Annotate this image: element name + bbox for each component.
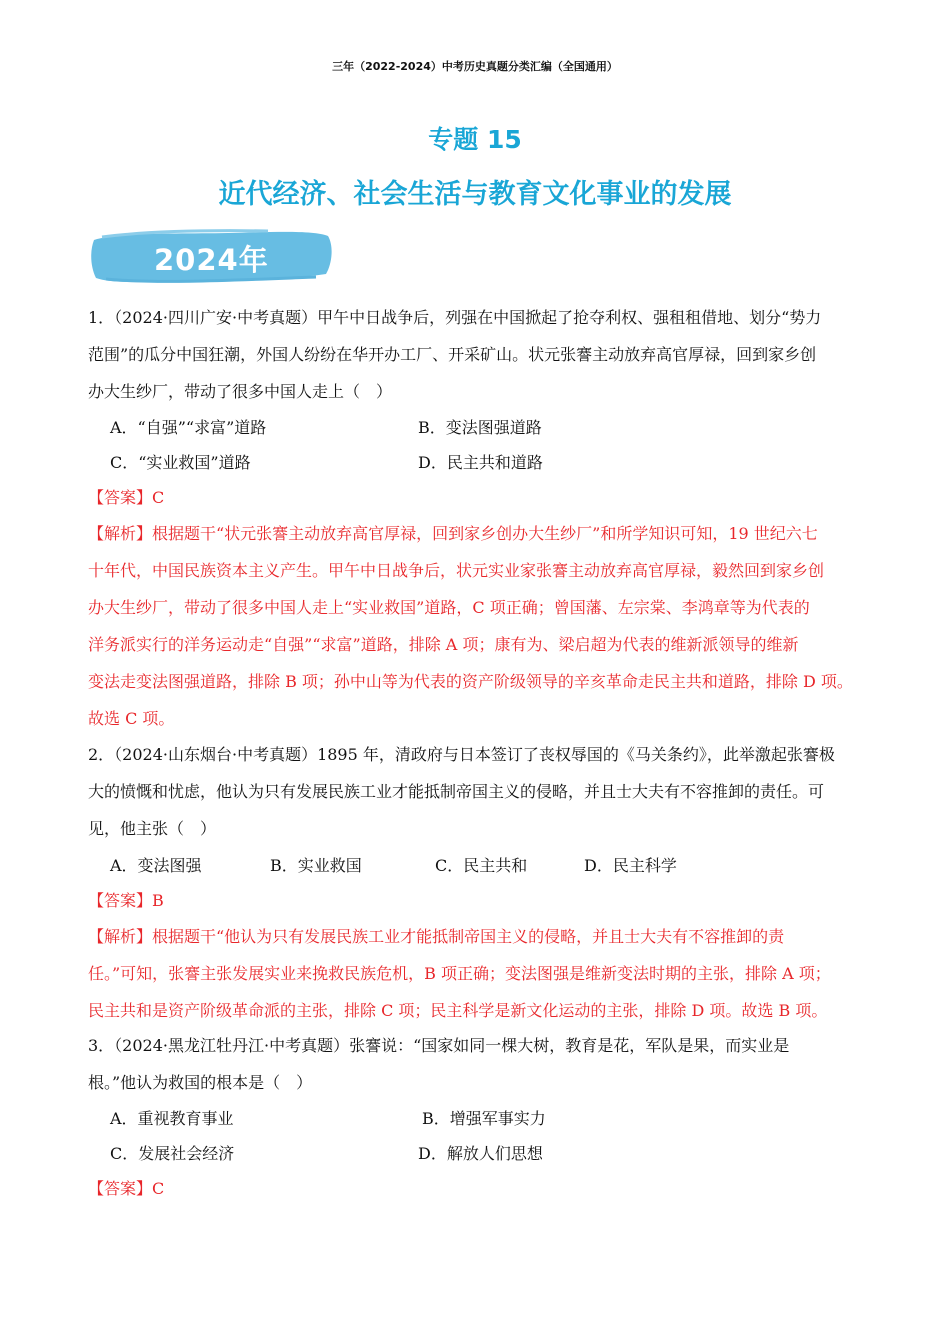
q1-stem-line-2: 范围”的瓜分中国狂潮，外国人纷纷在华开办工厂、开采矿山。状元张謇主动放弃高官厚禄，回到家乡创 [88,345,817,364]
q2-option-c: C．民主共和 [435,856,528,875]
q1-option-b: B．变法图强道路 [418,418,542,437]
q1-stem-line-1: 1．（2024·四川广安·中考真题）甲午中日战争后，列强在中国掀起了抢夺利权、强租租借地、划分“势力 [88,308,822,327]
year-badge [88,226,334,286]
q2-analysis-line-3: 民主共和是资产阶级革命派的主张，排除 C 项；民主科学是新文化运动的主张，排除 D 项。故选 B 项。 [88,1001,828,1020]
q2-option-a: A．变法图强 [110,856,202,875]
q2-analysis-line-2: 任。”可知，张謇主张发展实业来挽救民族危机，B 项正确；变法图强是维新变法时期的主张，排除 A 项； [88,964,831,983]
q3-stem-line-1: 3．（2024·黑龙江牡丹江·中考真题）张謇说：“国家如同一棵大树，教育是花，军队是果，而实业是 [88,1036,790,1055]
q1-analysis-line-3: 办大生纱厂，带动了很多中国人走上“实业救国”道路，C 项正确；曾国藩、左宗棠、李鸿章等为代表的 [88,598,810,617]
q2-option-d: D．民主科学 [584,856,677,875]
q1-answer: 【答案】C [88,488,165,507]
q1-stem-line-3: 办大生纱厂，带动了很多中国人走上（ ） [88,382,393,401]
q2-stem-line-2: 大的愤慨和忧虑，他认为只有发展民族工业才能抵制帝国主义的侵略，并且士大夫有不容推卸的责任。可 [88,782,825,801]
q3-option-c: C．发展社会经济 [110,1144,235,1163]
q1-analysis-line-1: 【解析】根据题干“状元张謇主动放弃高官厚禄，回到家乡创办大生纱厂”和所学知识可知，19 世纪六七 [88,524,818,543]
q3-option-a: A．重视教育事业 [110,1109,234,1128]
topic-title: 近代经济、社会生活与教育文化事业的发展 [218,179,732,210]
year-label: 2024年 [154,243,269,277]
q1-option-c: C．“实业救国”道路 [110,453,251,472]
page-title: 三年（2022-2024）中考历史真题分类汇编（全国通用） [332,60,618,73]
q1-analysis-line-2: 十年代，中国民族资本主义产生。甲午中日战争后，状元实业家张謇主动放弃高官厚禄，毅然回到家乡创 [88,561,825,580]
q3-answer: 【答案】C [88,1179,165,1198]
q1-analysis-line-6: 故选 C 项。 [88,709,175,728]
q3-option-b: B．增强军事实力 [422,1109,546,1128]
q2-stem-line-3: 见，他主张（ ） [88,819,217,838]
topic-number: 专题 15 [428,125,522,154]
q1-option-a: A．“自强”“求富”道路 [110,418,267,437]
q3-stem-line-2: 根。”他认为救国的根本是（ ） [88,1073,313,1092]
q1-analysis-line-4: 洋务派实行的洋务运动走“自强”“求富”道路，排除 A 项；康有为、梁启超为代表的维新派领导的维新 [88,635,799,654]
q2-answer: 【答案】B [88,891,164,910]
q2-analysis-line-1: 【解析】根据题干“他认为只有发展民族工业才能抵制帝国主义的侵略，并且士大夫有不容推卸的责 [88,927,785,946]
q3-option-d: D．解放人们思想 [418,1144,543,1163]
q1-option-d: D．民主共和道路 [418,453,543,472]
q2-option-b: B．实业救国 [270,856,362,875]
q1-analysis-line-5: 变法走变法图强道路，排除 B 项；孙中山等为代表的资产阶级领导的辛亥革命走民主共和道路，排除 D 项。 [88,672,853,691]
q2-stem-line-1: 2．（2024·山东烟台·中考真题）1895 年，清政府与日本签订了丧权辱国的《马关条约》，此举激起张謇极 [88,745,835,764]
